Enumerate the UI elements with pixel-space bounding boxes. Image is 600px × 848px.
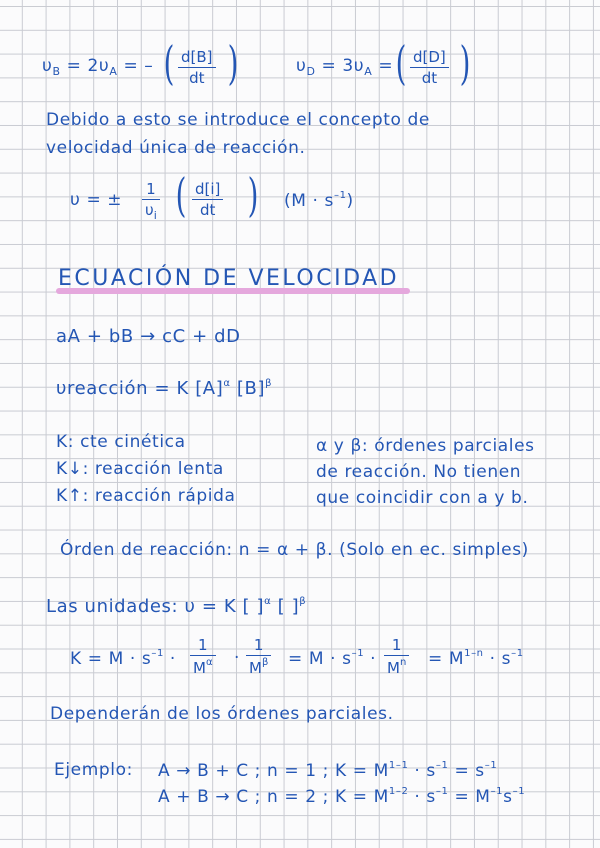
fraction-numerator: d[i]	[195, 180, 221, 198]
example-1-equation: A → B + C ;	[158, 761, 261, 781]
fraction-numerator: 1	[253, 636, 264, 654]
depend-text: Dependerán de los órdenes parciales.	[50, 704, 394, 724]
note-k-constant: K: cte cinética	[56, 432, 186, 452]
fraction-denominator: dt	[189, 69, 205, 87]
note-partial-orders-2: de reacción. No tienen	[316, 462, 522, 482]
fraction-bar	[192, 199, 223, 200]
note-k-slow: K↓: reacción lenta	[56, 459, 224, 479]
unique-rate-lhs: υ = ±	[70, 190, 123, 210]
fraction-1-over-m-n	[384, 636, 409, 677]
example-2-k-mid-exp: –1	[435, 786, 449, 797]
vd-subscript: D	[306, 65, 316, 78]
intro-line-1: Debido a esto se introduce el concepto de	[46, 110, 430, 130]
unique-rate-units	[284, 190, 354, 211]
paren-right-d: )	[459, 36, 471, 90]
fraction-numerator: 1	[391, 636, 402, 654]
k-units-dot-3: ·	[370, 649, 377, 669]
paren-left-b: (	[163, 36, 175, 90]
units-line-mid: [ ]	[271, 596, 300, 617]
example-1-k: K = M	[335, 761, 389, 781]
fraction-1-over-m-alpha	[190, 636, 216, 677]
fraction-denominator	[190, 657, 216, 677]
k-units-rhs-text: = M	[428, 649, 465, 669]
units-line	[46, 596, 306, 617]
k-units-mid	[288, 648, 376, 669]
vb-equals: = 2υ	[66, 56, 110, 76]
example-row-2	[158, 786, 525, 807]
fraction-bar	[384, 655, 409, 656]
m-exponent: n	[399, 657, 407, 668]
fraction-numerator: d[D]	[413, 48, 446, 66]
example-label: Ejemplo:	[54, 760, 133, 780]
fraction-denominator: dt	[421, 69, 438, 87]
vb-a-subscript: A	[109, 65, 118, 78]
example-2-n: n = 2 ;	[267, 787, 329, 807]
example-2-k-mid: · s	[408, 787, 436, 807]
k-units-lhs	[70, 648, 176, 669]
vd-equals2: =	[378, 56, 394, 76]
example-2-k-exp: 1–2	[388, 786, 409, 797]
reaction-equation: aA + bB → cC + dD	[56, 326, 241, 347]
fraction-denominator	[384, 657, 409, 677]
fraction-denominator	[142, 201, 160, 222]
fraction-bar	[178, 67, 216, 68]
fraction-bar	[142, 199, 160, 200]
fraction-1-over-vi	[142, 180, 160, 222]
fraction-numerator: d[B]	[181, 48, 213, 66]
fraction-numerator: 1	[146, 180, 156, 198]
nu-symbol: υ	[145, 201, 154, 219]
m-exponent: β	[261, 657, 269, 668]
example-2-k-tail-exp: –1	[512, 786, 526, 797]
example-1-n: n = 1 ;	[267, 761, 329, 781]
fraction-bar	[190, 655, 216, 656]
vb-symbol: υ	[42, 56, 53, 76]
rate-law	[56, 378, 272, 399]
k-units-mid-text: = M · s	[288, 649, 352, 669]
k-units-dot: ·	[169, 649, 176, 669]
k-units-rhs-exp: 1–n	[464, 648, 484, 659]
example-1-k-exp: 1–1	[388, 760, 409, 771]
example-2-k: K = M	[335, 787, 389, 807]
vb-expression	[42, 56, 153, 78]
fraction-denominator	[246, 657, 271, 677]
k-units-exp2: –1	[351, 648, 365, 659]
rate-law-b: [B]	[230, 378, 266, 399]
paren-left-d: (	[395, 36, 407, 90]
vd-a-subscript: A	[364, 65, 373, 78]
units-line-text: Las unidades: υ = K [ ]	[46, 596, 265, 617]
k-units-rhs-tail: · s	[483, 649, 512, 669]
paren-right-b: )	[227, 36, 239, 90]
example-2-k-eq: = M	[448, 787, 491, 807]
fraction-db-dt	[178, 48, 216, 87]
paren-right-i: )	[247, 168, 259, 222]
reaction-order: Órden de reacción: n = α + β. (Solo en ec. simples)	[60, 540, 529, 560]
example-row-1	[158, 760, 497, 781]
fraction-bar	[246, 655, 271, 656]
alpha-exponent: α	[223, 378, 231, 389]
fraction-denominator: dt	[200, 201, 216, 219]
m-symbol: M	[249, 659, 262, 677]
example-2-k-eq-exp: –1	[490, 786, 504, 797]
vb-equals-minus: = –	[123, 56, 154, 76]
units-exponent: –1	[333, 190, 347, 201]
example-1-k-eq-exp: –1	[484, 760, 498, 771]
beta-exponent: β	[265, 378, 273, 389]
example-2-equation: A + B → C ;	[158, 787, 261, 807]
vd-expression	[296, 56, 393, 78]
vb-subscript: B	[52, 65, 61, 78]
vd-symbol: υ	[296, 56, 307, 76]
example-1-k-mid-exp: –1	[435, 760, 449, 771]
k-units-exp1: –1	[151, 648, 164, 659]
note-partial-orders-1: α y β: órdenes parciales	[316, 436, 535, 456]
fraction-numerator: 1	[198, 636, 208, 654]
vd-equals: = 3υ	[321, 56, 365, 76]
nu-subscript: i	[153, 209, 157, 222]
fraction-1-over-m-beta	[246, 636, 271, 677]
m-exponent: α	[205, 657, 213, 668]
units-close: )	[346, 191, 354, 211]
k-units-dot-2: ·	[234, 648, 241, 668]
k-units-rhs	[428, 648, 524, 669]
paren-left-i: (	[175, 168, 187, 222]
intro-line-2: velocidad única de reacción.	[46, 138, 306, 158]
section-heading: ECUACIÓN DE VELOCIDAD	[58, 266, 400, 291]
k-units-lhs-text: K = M · s	[70, 649, 152, 669]
fraction-bar	[410, 67, 449, 68]
example-1-k-mid: · s	[408, 761, 436, 781]
note-partial-orders-3: que coincidir con a y b.	[316, 488, 529, 508]
fraction-dd-dt	[410, 48, 449, 87]
example-2-k-tail: s	[503, 787, 513, 807]
rate-law-lhs: υreacción = K [A]	[56, 378, 224, 399]
k-units-rhs-tail-exp: –1	[511, 648, 524, 659]
units-alpha: α	[264, 596, 272, 607]
example-1-k-eq: = s	[448, 761, 485, 781]
note-k-fast: K↑: reacción rápida	[56, 486, 236, 506]
fraction-di-dt	[192, 180, 223, 219]
units-beta: β	[299, 596, 307, 607]
m-symbol: M	[193, 659, 206, 677]
m-symbol: M	[387, 659, 400, 677]
units-open: (M · s	[284, 191, 334, 211]
